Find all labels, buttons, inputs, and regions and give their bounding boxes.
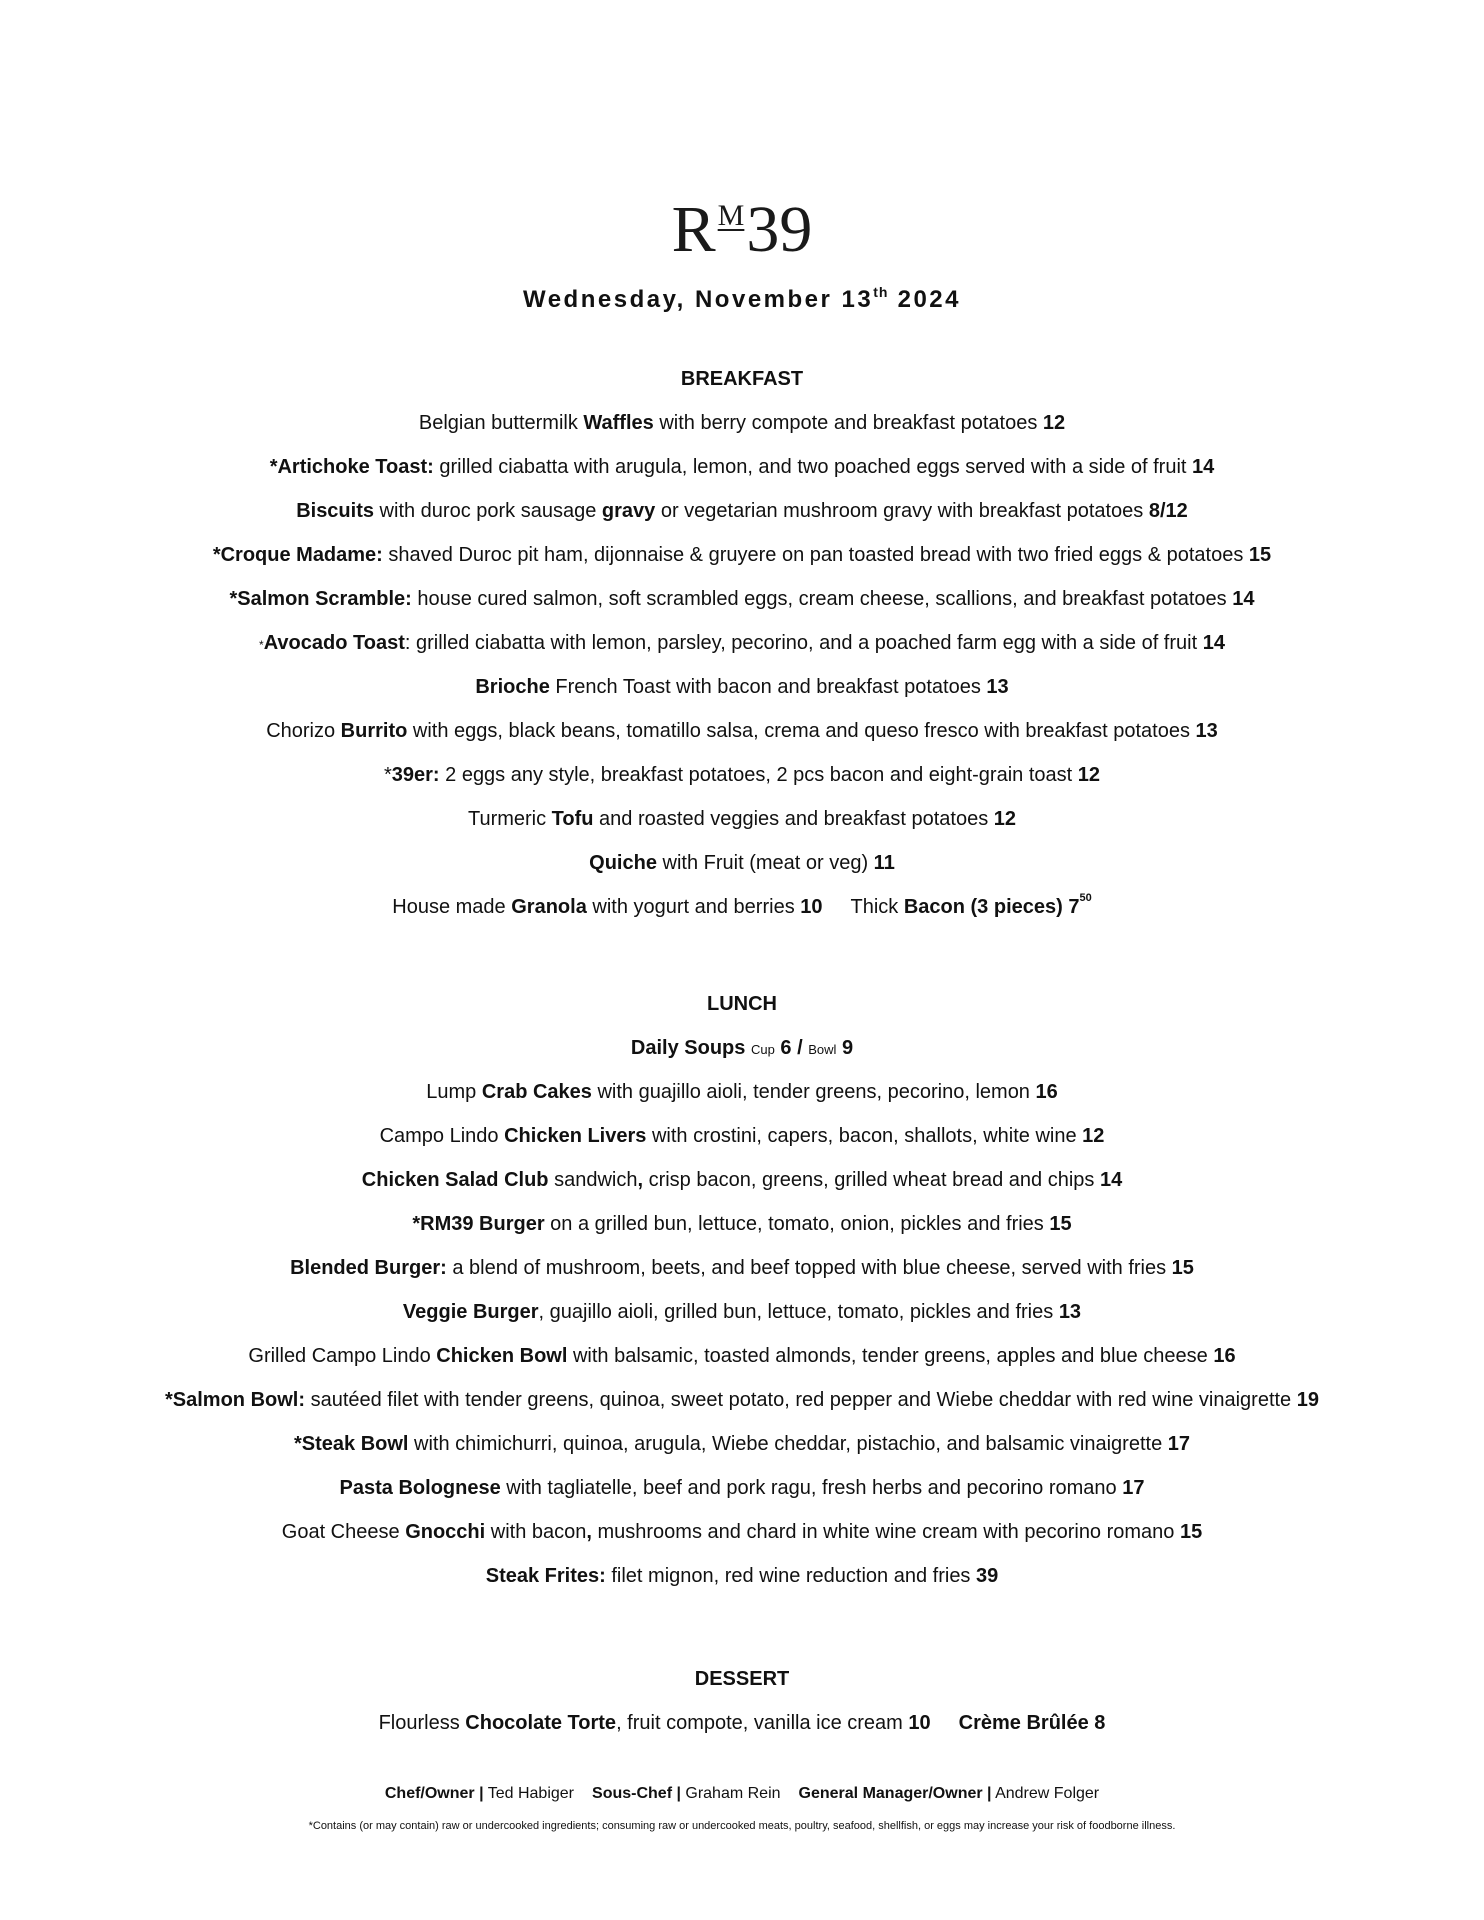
menu-item: Brioche French Toast with bacon and breakfast potatoes 13 <box>475 676 1009 698</box>
menu-item-soups: Daily Soups Cup 6 / Bowl 9 <box>630 1037 854 1059</box>
menu-item: *Steak Bowl with chimichurri, quinoa, arugula, Wiebe cheddar, pistachio, and balsamic vinaigrette 17 <box>293 1433 1191 1455</box>
menu-item: *Avocado Toast: grilled ciabatta with lemon, parsley, pecorino, and a poached farm egg with a side of fruit 14 <box>259 632 1225 654</box>
section-title: LUNCH <box>707 993 777 1015</box>
section-title: BREAKFAST <box>680 368 804 390</box>
menu-item: *39er: 2 eggs any style, breakfast potatoes, 2 pcs bacon and eight-grain toast 12 <box>383 764 1101 786</box>
menu-item: Pasta Bolognese with tagliatelle, beef and pork ragu, fresh herbs and pecorino romano 17 <box>339 1477 1145 1499</box>
dessert-section <box>0 1657 1484 1745</box>
menu-item: Flourless Chocolate Torte, fruit compote, vanilla ice cream 10 Crème Brûlée 8 <box>378 1712 1106 1734</box>
menu-item: Turmeric Tofu and roasted veggies and breakfast potatoes 12 <box>467 808 1017 830</box>
menu-item: *Salmon Scramble: house cured salmon, soft scrambled eggs, cream cheese, scallions, and breakfast potatoes 14 <box>229 588 1255 610</box>
breakfast-section <box>0 357 1484 929</box>
menu-item: Campo Lindo Chicken Livers with crostini, capers, bacon, shallots, white wine 12 <box>379 1125 1105 1147</box>
restaurant-logo: $R^M39$ <box>671 193 813 266</box>
menu-item: Biscuits with duroc pork sausage gravy or vegetarian mushroom gravy with breakfast potatoes 8/12 <box>296 500 1188 522</box>
section-title: DESSERT <box>694 1668 790 1690</box>
menu-date: Wednesday, November 13th 2024 <box>522 284 961 313</box>
menu-item: *Croque Madame: shaved Duroc pit ham, dijonnaise & gruyere on pan toasted bread with two fried eggs & potatoes 15 <box>212 544 1272 566</box>
menu-item: *Salmon Bowl: sautéed filet with tender greens, quinoa, sweet potato, red pepper and Wiebe cheddar with red wine vinaigrette 19 <box>165 1389 1319 1411</box>
menu-item: *RM39 Burger on a grilled bun, lettuce, tomato, onion, pickles and fries 15 <box>412 1213 1072 1235</box>
consumption-disclaimer: *Contains (or may contain) raw or undercooked ingredients; consuming raw or undercooked meats, poultry, seafood, shellfish, or eggs may increase your risk of foodborne illness. <box>308 1820 1176 1832</box>
staff-credits: Chef/Owner | Ted Habiger Sous-Chef | Graham Rein General Manager/Owner | Andrew Folger <box>384 1785 1100 1802</box>
menu-item: Belgian buttermilk Waffles with berry compote and breakfast potatoes 12 <box>418 412 1066 434</box>
menu-item: Grilled Campo Lindo Chicken Bowl with balsamic, toasted almonds, tender greens, apples and blue cheese 16 <box>248 1345 1236 1367</box>
menu-item: Blended Burger: a blend of mushroom, beets, and beef topped with blue cheese, served with fries 15 <box>290 1257 1194 1279</box>
menu-item: Veggie Burger, guajillo aioli, grilled bun, lettuce, tomato, pickles and fries 13 <box>402 1301 1082 1323</box>
menu-item: Quiche with Fruit (meat or veg) 11 <box>589 852 895 874</box>
menu-item: Chicken Salad Club sandwich, crisp bacon, greens, grilled wheat bread and chips 14 <box>361 1169 1123 1191</box>
lunch-section <box>0 982 1484 1598</box>
menu-item: House made Granola with yogurt and berries 10 Thick Bacon (3 pieces) $7^{50}$ <box>392 892 1092 918</box>
menu-item: Steak Frites: filet mignon, red wine reduction and fries 39 <box>485 1565 999 1587</box>
menu-item: Goat Cheese Gnocchi with bacon, mushrooms and chard in white wine cream with pecorino romano 15 <box>281 1521 1203 1543</box>
menu-item: Lump Crab Cakes with guajillo aioli, tender greens, pecorino, lemon 16 <box>426 1081 1058 1103</box>
menu-item: Chorizo Burrito with eggs, black beans, tomatillo salsa, crema and queso fresco with breakfast potatoes 13 <box>266 720 1218 742</box>
menu-item: *Artichoke Toast: grilled ciabatta with arugula, lemon, and two poached eggs served with a side of fruit 14 <box>269 456 1215 478</box>
